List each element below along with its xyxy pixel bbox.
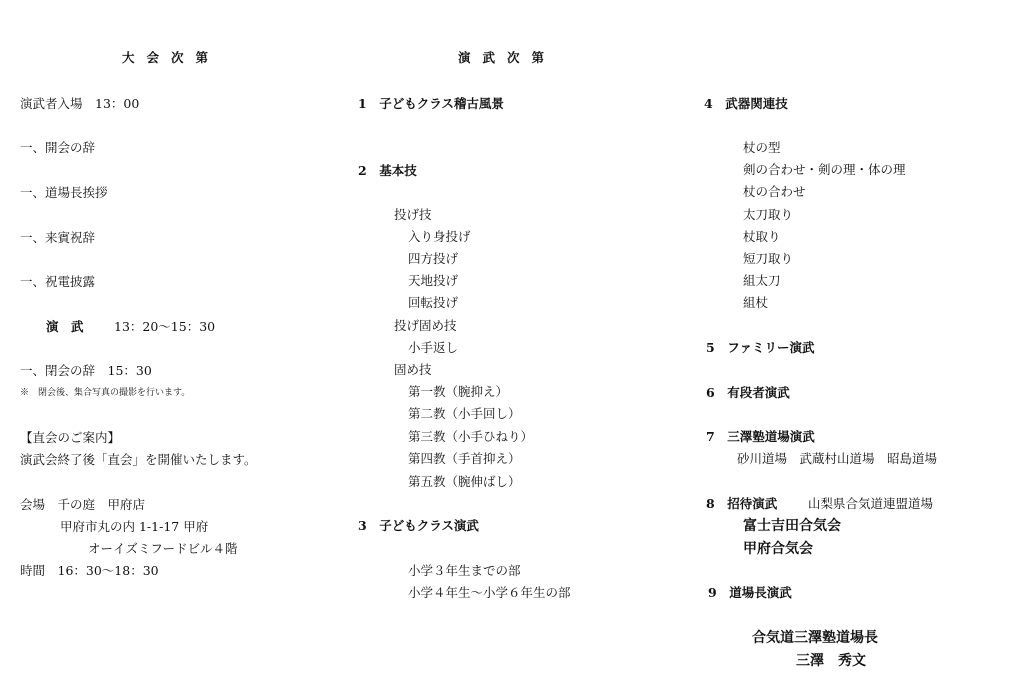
weapon-jodori: 杖取り [743, 229, 781, 244]
section-7: 7 三澤塾道場演武 [706, 429, 815, 444]
technique-ikkyo: 第一教（腕抑え） [408, 384, 509, 399]
nage-katame-heading: 投げ固め技 [394, 318, 457, 333]
technique-shihonage: 四方投げ [408, 251, 459, 266]
section-5: 5 ファミリー演武 [706, 340, 815, 355]
elementary-group-1: 小学３年生までの部 [408, 563, 521, 578]
address-line-1: 甲府市丸の内 1-1-17 甲府 [60, 519, 209, 534]
weapon-jo-kata: 杖の型 [743, 140, 781, 155]
weapon-ken-awase: 剣の合わせ・剣の理・体の理 [743, 162, 906, 177]
technique-gokyo: 第五教（腕伸ばし） [408, 474, 521, 489]
weapon-kumijo: 組杖 [743, 295, 769, 310]
section-9: 9 道場長演武 [708, 585, 792, 600]
section-2: 2 基本技 [358, 163, 417, 178]
technique-kotegaeshi: 小手返し [408, 340, 459, 355]
naorai-text: 演武会終了後「直会」を開催いたします。 [20, 452, 257, 467]
section-1: 1 子どもクラス稽古風景 [358, 96, 504, 111]
greeting-item: 一、道場長挨拶 [20, 185, 108, 200]
naorai-heading: 【直会のご案内】 [20, 430, 121, 445]
signature-name: 三澤 秀文 [796, 653, 866, 669]
section-4: 4 武器関連技 [704, 96, 788, 111]
weapon-tantodori: 短刀取り [743, 251, 794, 266]
invite-organization: 山梨県合気道連盟道場 [808, 496, 934, 511]
weapon-tachidori: 太刀取り [743, 207, 794, 222]
weapon-kumitachi: 組太刀 [743, 273, 781, 288]
invite-fujiyoshida: 富士吉田合気会 [743, 518, 841, 534]
elementary-group-2: 小学４年生〜小学６年生の部 [408, 585, 571, 600]
section-6: 6 有段者演武 [706, 385, 790, 400]
signature-title: 合気道三澤塾道場長 [752, 630, 878, 646]
katame-waza-heading: 固め技 [394, 362, 432, 377]
demo-label: 演 武 [46, 319, 84, 334]
technique-tenchinage: 天地投げ [408, 273, 459, 288]
closing-item: 一、閉会の辞 15：30 [20, 363, 152, 378]
demo-time: 13：20〜15：30 [114, 319, 216, 334]
section-3: 3 子どもクラス演武 [358, 518, 479, 533]
technique-nikyo: 第二教（小手回し） [408, 406, 521, 421]
technique-yonkyo: 第四教（手首抑え） [408, 451, 521, 466]
guest-item: 一、来賓祝辞 [20, 230, 96, 245]
technique-sankyo: 第三教（小手ひねり） [408, 429, 534, 444]
opening-item: 一、開会の辞 [20, 140, 96, 155]
telegram-item: 一、祝電披露 [20, 274, 96, 289]
section-8: 8 招待演武 [706, 496, 778, 511]
technique-kaitennage: 回転投げ [408, 295, 459, 310]
entry-time: 演武者入場 13：00 [20, 96, 140, 111]
address-line-2: オーイズミフードビル４階 [88, 541, 238, 556]
invite-kofu: 甲府合気会 [743, 541, 813, 557]
program-title: 大会次第 [122, 50, 221, 65]
nage-waza-heading: 投げ技 [394, 207, 432, 222]
dojo-list: 砂川道場 武蔵村山道場 昭島道場 [737, 451, 938, 466]
venue: 会場 千の庭 甲府店 [20, 497, 146, 512]
technique-iriminage: 入り身投げ [408, 229, 471, 244]
photo-note: ※ 閉会後、集合写真の撮影を行います。 [20, 388, 191, 398]
weapon-jo-awase: 杖の合わせ [743, 184, 806, 199]
party-time: 時間 16：30〜18：30 [20, 563, 159, 578]
demo-program-title: 演武次第 [458, 50, 557, 65]
